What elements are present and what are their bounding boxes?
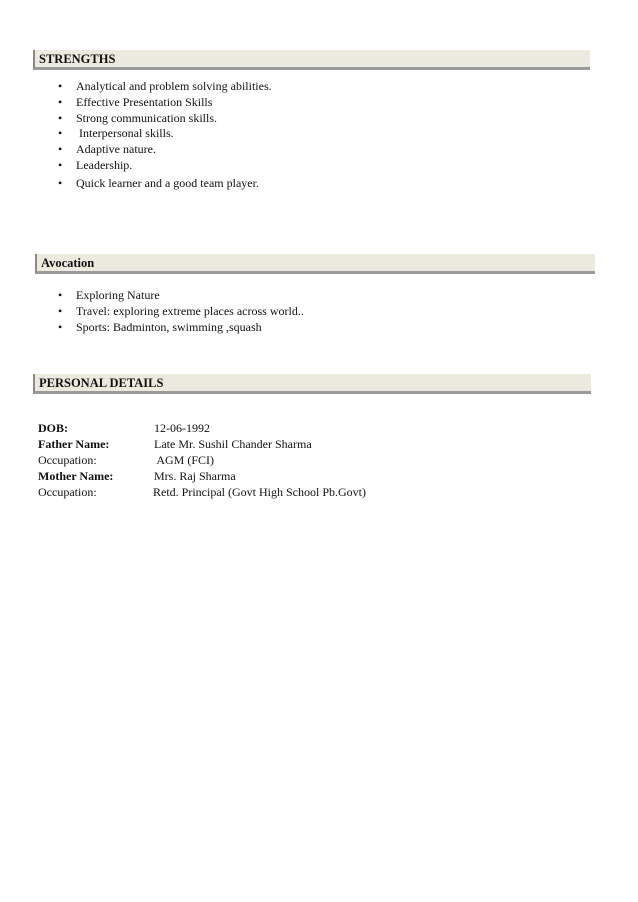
detail-label: Father Name: xyxy=(38,437,110,451)
detail-value: 12-06-1992 xyxy=(154,421,210,435)
list-item: • Interpersonal skills. xyxy=(56,126,272,142)
list-item: • Strong communication skills. xyxy=(56,111,272,127)
avocation-header xyxy=(35,254,595,274)
detail-value: Retd. Principal (Govt High School Pb.Govt) xyxy=(153,485,366,499)
list-item: • Leadership. xyxy=(56,158,272,174)
list-item: • Quick learner and a good team player. xyxy=(56,176,272,192)
list-item: • Analytical and problem solving abilities. xyxy=(56,79,272,95)
personal-details-header xyxy=(33,374,591,394)
avocation-title: Avocation xyxy=(41,256,95,270)
personal-details-title: PERSONAL DETAILS xyxy=(39,376,164,390)
strengths-title: STRENGTHS xyxy=(39,52,116,66)
list-item: • Adaptive nature. xyxy=(56,142,272,158)
list-item: • Travel: exploring extreme places across world.. xyxy=(56,304,304,320)
list-item: • Effective Presentation Skills xyxy=(56,95,272,111)
list-item: • Exploring Nature xyxy=(56,288,304,304)
list-item: • Sports: Badminton, swimming ,squash xyxy=(56,320,304,336)
detail-value: Late Mr. Sushil Chander Sharma xyxy=(154,437,312,451)
detail-value: AGM (FCI) xyxy=(154,453,215,467)
strengths-list xyxy=(56,79,272,192)
detail-value: Mrs. Raj Sharma xyxy=(154,469,236,483)
detail-label: Occupation: xyxy=(38,485,97,499)
detail-label: Occupation: xyxy=(38,453,97,467)
strengths-header xyxy=(33,50,590,70)
detail-label: DOB: xyxy=(38,421,68,435)
avocation-list xyxy=(56,288,304,335)
detail-label: Mother Name: xyxy=(38,469,114,483)
